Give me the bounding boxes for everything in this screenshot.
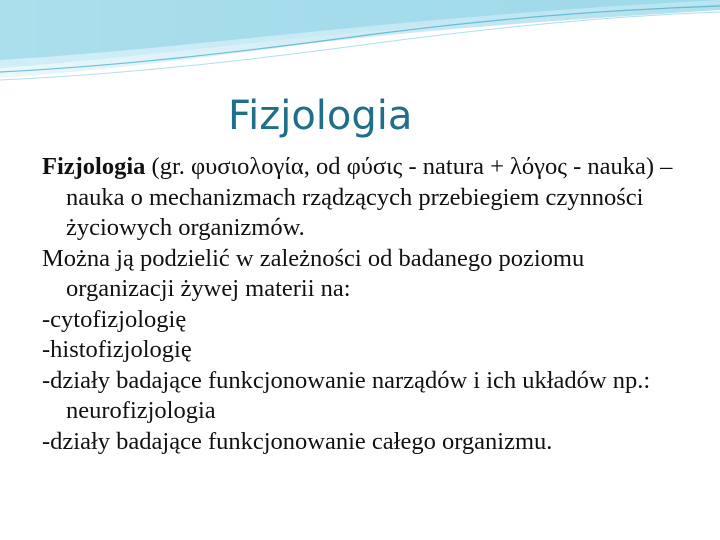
definition-paragraph (42, 152, 692, 244)
definition-text: (gr. φυσιολογία, od φύσις - natura + λόγος - nauka) – nauka o mechanizmach rządzących przebiegiem czynności życiowych organizmów. (66, 153, 673, 241)
slide-title: Fizjologia (228, 93, 413, 139)
definition-term: Fizjologia (42, 153, 146, 180)
list-item: -histofizjologię (42, 336, 192, 363)
slide-body (42, 152, 692, 457)
intro-paragraph: Można ją podzielić w zależności od badanego poziomu organizacji żywej materii na: (42, 244, 585, 302)
list-item: -cytofizjologię (42, 305, 187, 333)
list-item: -działy badające funkcjonowanie całego organizmu. (42, 427, 553, 455)
list-item: -działy badające funkcjonowanie narządów i ich układów np.: neurofizjologia (42, 366, 651, 424)
header-wave-decoration (0, 0, 720, 90)
